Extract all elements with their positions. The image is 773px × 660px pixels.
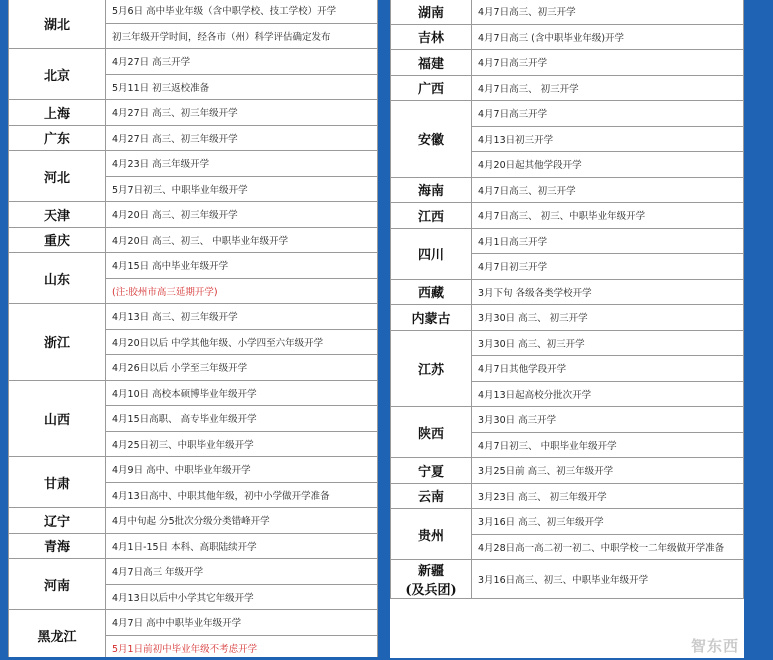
schedule-cell: 4月15日高职、 高专毕业年级开学 <box>106 406 378 432</box>
province-cell: 吉林 <box>391 24 472 50</box>
table-row <box>9 559 378 585</box>
table-row <box>391 407 744 433</box>
schedule-cell: 4月20日以后 中学其他年级、小学四至六年级开学 <box>106 329 378 355</box>
province-cell: 西藏 <box>391 279 472 305</box>
schedule-cell: 4月7日高三、初三开学 <box>472 177 744 203</box>
schedule-cell: 3月下旬 各级各类学校开学 <box>472 279 744 305</box>
schedule-cell: 4月20日 高三、初三年级开学 <box>106 202 378 228</box>
table-row <box>9 125 378 151</box>
table-row <box>9 0 378 23</box>
schedule-cell: 3月16日高三、初三、中职毕业年级开学 <box>472 560 744 599</box>
province-cell: 四川 <box>391 228 472 279</box>
table-row <box>391 560 744 599</box>
table-row <box>391 483 744 509</box>
schedule-cell: 4月7日高三 年级开学 <box>106 559 378 585</box>
schedule-cell: 5月11日 初三返校准备 <box>106 74 378 100</box>
schedule-cell: 初三年级开学时间，经各市（州）科学评估确定发布 <box>106 23 378 49</box>
province-cell: 湖北 <box>9 0 106 49</box>
province-cell: 福建 <box>391 50 472 76</box>
schedule-cell: 4月1日-15日 本科、高职陆续开学 <box>106 533 378 559</box>
schedule-cell: 4月27日 高三开学 <box>106 49 378 75</box>
table-row <box>391 279 744 305</box>
province-cell: 北京 <box>9 49 106 100</box>
province-cell: 上海 <box>9 100 106 126</box>
province-cell: 贵州 <box>391 509 472 560</box>
schedule-cell: 4月27日 高三、初三年级开学 <box>106 125 378 151</box>
province-cell: 新疆 (及兵团) <box>391 560 472 599</box>
table-row <box>9 610 378 636</box>
table-row <box>9 49 378 75</box>
schedule-cell: 3月30日 高三、初三开学 <box>472 330 744 356</box>
province-cell: 山东 <box>9 253 106 304</box>
schedule-cell: 4月15日 高中毕业年级开学 <box>106 253 378 279</box>
province-cell: 海南 <box>391 177 472 203</box>
frame-left <box>0 0 8 660</box>
province-cell: 甘肃 <box>9 457 106 508</box>
schedule-cell: 4月13日 高三、初三年级开学 <box>106 304 378 330</box>
schedule-cell: 4月23日 高三年级开学 <box>106 151 378 177</box>
province-cell: 重庆 <box>9 227 106 253</box>
table-row <box>391 228 744 254</box>
schedule-cell: 3月30日 高三开学 <box>472 407 744 433</box>
schedule-cell: 4月9日 高中、中职毕业年级开学 <box>106 457 378 483</box>
table-row <box>391 75 744 101</box>
left-panel <box>8 0 378 657</box>
province-cell: 安徽 <box>391 101 472 178</box>
province-cell: 辽宁 <box>9 508 106 534</box>
schedule-cell: 4月10日 高校本硕博毕业年级开学 <box>106 380 378 406</box>
schedule-cell: 4月中旬起 分5批次分级分类错峰开学 <box>106 508 378 534</box>
table-row <box>391 305 744 331</box>
schedule-cell: 5月7日初三、中职毕业年级开学 <box>106 176 378 202</box>
schedule-cell: 4月13日以后中小学其它年级开学 <box>106 584 378 610</box>
schedule-cell: 4月7日高三 (含中职毕业年级)开学 <box>472 24 744 50</box>
schedule-cell: 4月20日 高三、初三、 中职毕业年级开学 <box>106 227 378 253</box>
table-row <box>9 227 378 253</box>
schedule-cell: 3月16日 高三、初三年级开学 <box>472 509 744 535</box>
table-row <box>391 0 744 24</box>
schedule-cell: 4月1日高三开学 <box>472 228 744 254</box>
schedule-cell: 4月28日高一高二初一初二、中职学校一二年级做开学准备 <box>472 534 744 560</box>
province-cell: 青海 <box>9 533 106 559</box>
schedule-cell: 4月13日起高校分批次开学 <box>472 381 744 407</box>
schedule-cell: 4月20日起其他学段开学 <box>472 152 744 178</box>
frame-right <box>744 0 773 660</box>
table-row <box>391 50 744 76</box>
table-row <box>391 203 744 229</box>
schedule-cell: 4月7日 高中中职毕业年级开学 <box>106 610 378 636</box>
province-cell: 江西 <box>391 203 472 229</box>
schedule-note: 5月1日前初中毕业年级不考虑开学 <box>106 635 378 657</box>
schedule-cell: 4月7日高三开学 <box>472 50 744 76</box>
schedule-cell: 4月13日初三开学 <box>472 126 744 152</box>
province-cell: 陕西 <box>391 407 472 458</box>
schedule-cell: 4月25日初三、中职毕业年级开学 <box>106 431 378 457</box>
schedule-cell: 4月7日高三开学 <box>472 101 744 127</box>
table-row <box>9 304 378 330</box>
frame-divider <box>378 0 390 660</box>
schedule-note: (注:胶州市高三延期开学) <box>106 278 378 304</box>
province-cell: 内蒙古 <box>391 305 472 331</box>
province-cell: 河北 <box>9 151 106 202</box>
province-cell: 广西 <box>391 75 472 101</box>
table-row <box>391 458 744 484</box>
schedule-cell: 4月7日其他学段开学 <box>472 356 744 382</box>
schedule-cell: 4月13日高中、中职其他年级，初中小学做开学准备 <box>106 482 378 508</box>
province-cell: 河南 <box>9 559 106 610</box>
table-row <box>9 533 378 559</box>
table-row <box>9 253 378 279</box>
schedule-cell: 4月7日高三、 初三、中职毕业年级开学 <box>472 203 744 229</box>
province-cell: 江苏 <box>391 330 472 407</box>
schedule-cell: 3月23日 高三、 初三年级开学 <box>472 483 744 509</box>
schedule-cell: 5月6日 高中毕业年级（含中职学校、技工学校）开学 <box>106 0 378 23</box>
schedule-cell: 4月7日高三、 初三开学 <box>472 75 744 101</box>
right-panel <box>390 0 744 658</box>
right-schedule-table <box>390 0 744 599</box>
table-row <box>9 380 378 406</box>
table-row <box>391 330 744 356</box>
province-cell: 山西 <box>9 380 106 457</box>
table-row <box>9 457 378 483</box>
left-schedule-table <box>8 0 378 657</box>
province-cell: 宁夏 <box>391 458 472 484</box>
table-row <box>391 101 744 127</box>
watermark-logo: 智东西 <box>690 637 739 655</box>
schedule-cell: 4月27日 高三、初三年级开学 <box>106 100 378 126</box>
schedule-cell: 4月26日以后 小学至三年级开学 <box>106 355 378 381</box>
table-row <box>9 508 378 534</box>
table-row <box>9 151 378 177</box>
province-cell: 黑龙江 <box>9 610 106 658</box>
province-cell: 浙江 <box>9 304 106 381</box>
table-row <box>9 202 378 228</box>
province-cell: 云南 <box>391 483 472 509</box>
province-cell: 广东 <box>9 125 106 151</box>
schedule-cell: 4月7日初三开学 <box>472 254 744 280</box>
schedule-cell: 4月7日初三、 中职毕业年级开学 <box>472 432 744 458</box>
schedule-cell: 3月25日前 高三、初三年级开学 <box>472 458 744 484</box>
schedule-cell: 3月30日 高三、 初三开学 <box>472 305 744 331</box>
table-row <box>391 177 744 203</box>
province-cell: 天津 <box>9 202 106 228</box>
table-row <box>391 509 744 535</box>
province-cell: 湖南 <box>391 0 472 24</box>
table-row <box>9 100 378 126</box>
schedule-cell: 4月7日高三、初三开学 <box>472 0 744 24</box>
table-row <box>391 24 744 50</box>
